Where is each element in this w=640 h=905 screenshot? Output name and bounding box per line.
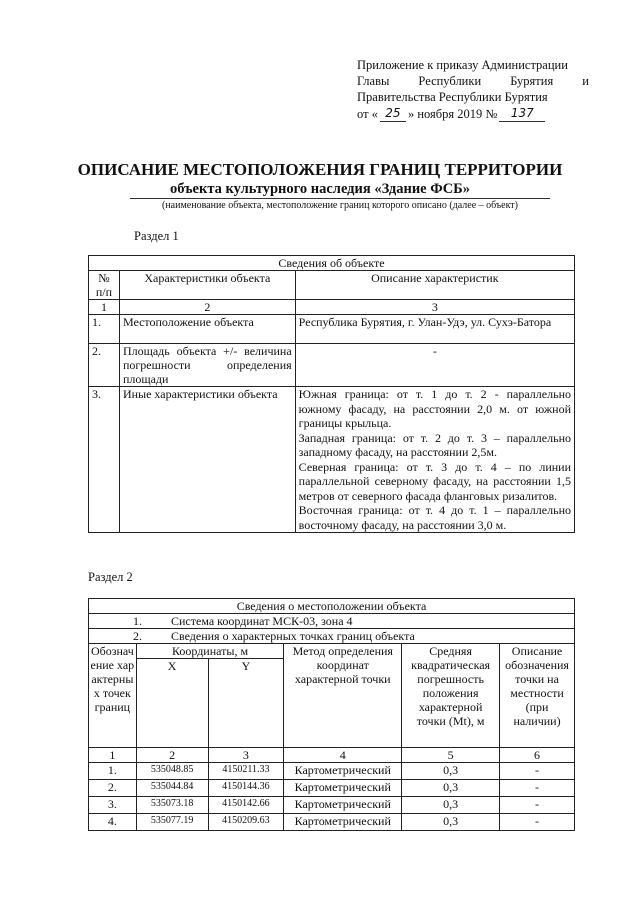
col-number: 6	[500, 748, 575, 763]
header-y: Y	[208, 659, 284, 748]
appendix-line-2	[357, 73, 589, 89]
header-point-description: Описание обозначения точки на местности (при наличии)	[500, 644, 575, 748]
boundary-north: Северная граница: от т. 3 до т. 4 – по линии параллельной северному фасаду, на расстоянии 1,5 метров от северного фасада фланговых ризалитов.	[298, 459, 571, 503]
row-desc: Республика Бурятия, г. Улан-Удэ, ул. Сухэ-Батора	[295, 315, 574, 344]
point-description: -	[500, 797, 575, 814]
info-text: Система координат МСК-03, зона 4	[171, 614, 353, 628]
appendix-word: и	[582, 74, 589, 88]
point-x: 535077.19	[136, 814, 208, 831]
col-number: 2	[136, 748, 208, 763]
point-y: 4150211.33	[208, 763, 284, 780]
order-number-handwritten: 137	[499, 105, 545, 122]
boundary-west: Западная граница: от т. 2 до т. 3 – параллельно западному фасаду, на расстоянии 2,5м.	[298, 430, 571, 459]
row-name: Площадь объекта +/- величина погрешности определения площади	[119, 344, 295, 387]
header-error: Средняя квадратическая погрешность положения характерной точки (Mt), м	[402, 644, 500, 748]
point-x: 535044.84	[136, 780, 208, 797]
col-number: 4	[284, 748, 402, 763]
object-info-table	[88, 255, 575, 533]
row-num: 1.	[89, 315, 120, 344]
row-name: Местоположение объекта	[119, 315, 295, 344]
table-row	[89, 344, 575, 387]
boundary-south: Южная граница: от т. 1 до т. 2 - параллельно южному фасаду, на расстоянии 2,0 м. от южной границы крыльца.	[298, 387, 571, 430]
point-x: 535073.18	[136, 797, 208, 814]
table-row	[89, 797, 575, 814]
appendix-word: Главы	[357, 74, 390, 88]
document-subtitle: объекта культурного наследия «Здание ФСБ»	[169, 181, 471, 197]
point-method: Картометрический	[284, 814, 402, 831]
point-number: 3.	[89, 797, 137, 814]
table-title: Сведения о местоположении объекта	[89, 599, 575, 614]
info-text: Сведения о характерных точках границ объекта	[171, 629, 415, 643]
subtitle-note: (наименование объекта, местоположение границ которого описано (далее – объект)	[130, 198, 550, 211]
header-coordinates: Координаты, м	[136, 644, 284, 659]
header-point: Обозначение характерных точек границ	[89, 644, 137, 748]
appendix-block	[357, 57, 589, 122]
table-title-row	[89, 599, 575, 614]
appendix-word: Республики	[418, 74, 482, 88]
point-x: 535048.85	[136, 763, 208, 780]
col-number: 5	[402, 748, 500, 763]
col-number: 1	[89, 748, 137, 763]
header-x: X	[136, 659, 208, 748]
header-characteristic: Характеристики объекта	[119, 271, 295, 300]
column-number-row	[89, 748, 575, 763]
point-error: 0,3	[402, 814, 500, 831]
point-number: 4.	[89, 814, 137, 831]
header-description: Описание характеристик	[295, 271, 574, 300]
table-title: Сведения об объекте	[89, 256, 575, 271]
info-num: 1.	[133, 614, 142, 628]
table-row	[89, 780, 575, 797]
row-num: 2.	[89, 344, 120, 387]
info-row	[89, 629, 575, 644]
boundary-east: Восточная граница: от т. 4 до т. 1 – параллельно восточному фасаду, на расстоянии 3,0 м.	[298, 503, 571, 532]
point-description: -	[500, 780, 575, 797]
date-day-handwritten: 25	[380, 105, 406, 122]
table-row	[89, 763, 575, 780]
table-title-row	[89, 256, 575, 271]
section-2-label: Раздел 2	[88, 570, 133, 584]
date-month-year: » ноября 2019 №	[407, 107, 498, 121]
header-num: № п/п	[89, 271, 120, 300]
header-method: Метод определения координат характерной точки	[284, 644, 402, 748]
point-number: 2.	[89, 780, 137, 797]
appendix-date-line	[357, 105, 589, 122]
appendix-line-3: Правительства Республики Бурятия	[357, 90, 548, 104]
point-method: Картометрический	[284, 763, 402, 780]
point-method: Картометрический	[284, 780, 402, 797]
col-number: 3	[295, 300, 574, 315]
appendix-line-1: Приложение к приказу Администрации	[357, 58, 568, 72]
table-row	[89, 814, 575, 831]
point-y: 4150142.66	[208, 797, 284, 814]
info-row	[89, 614, 575, 629]
point-error: 0,3	[402, 780, 500, 797]
point-error: 0,3	[402, 797, 500, 814]
col-number: 2	[119, 300, 295, 315]
row-desc: -	[295, 344, 574, 387]
appendix-word: Бурятия	[510, 74, 554, 88]
col-number: 3	[208, 748, 284, 763]
info-num: 2.	[133, 629, 142, 643]
points-info-row	[89, 629, 575, 644]
table-row	[89, 315, 575, 344]
row-desc	[295, 387, 574, 533]
document-title: ОПИСАНИЕ МЕСТОПОЛОЖЕНИЯ ГРАНИЦ ТЕРРИТОРИИ	[77, 160, 563, 179]
table-header-row	[89, 271, 575, 300]
section-1-label: Раздел 1	[134, 229, 179, 243]
col-number: 1	[89, 300, 120, 315]
table-row	[89, 387, 575, 533]
point-error: 0,3	[402, 763, 500, 780]
column-number-row	[89, 300, 575, 315]
point-y: 4150209.63	[208, 814, 284, 831]
point-method: Картометрический	[284, 797, 402, 814]
point-y: 4150144.36	[208, 780, 284, 797]
row-name: Иные характеристики объекта	[119, 387, 295, 533]
row-num: 3.	[89, 387, 120, 533]
date-prefix: от «	[357, 107, 378, 121]
point-description: -	[500, 763, 575, 780]
point-number: 1.	[89, 763, 137, 780]
table-header-row	[89, 644, 575, 659]
coordinate-system-row	[89, 614, 575, 629]
coordinates-table	[88, 598, 575, 831]
point-description: -	[500, 814, 575, 831]
